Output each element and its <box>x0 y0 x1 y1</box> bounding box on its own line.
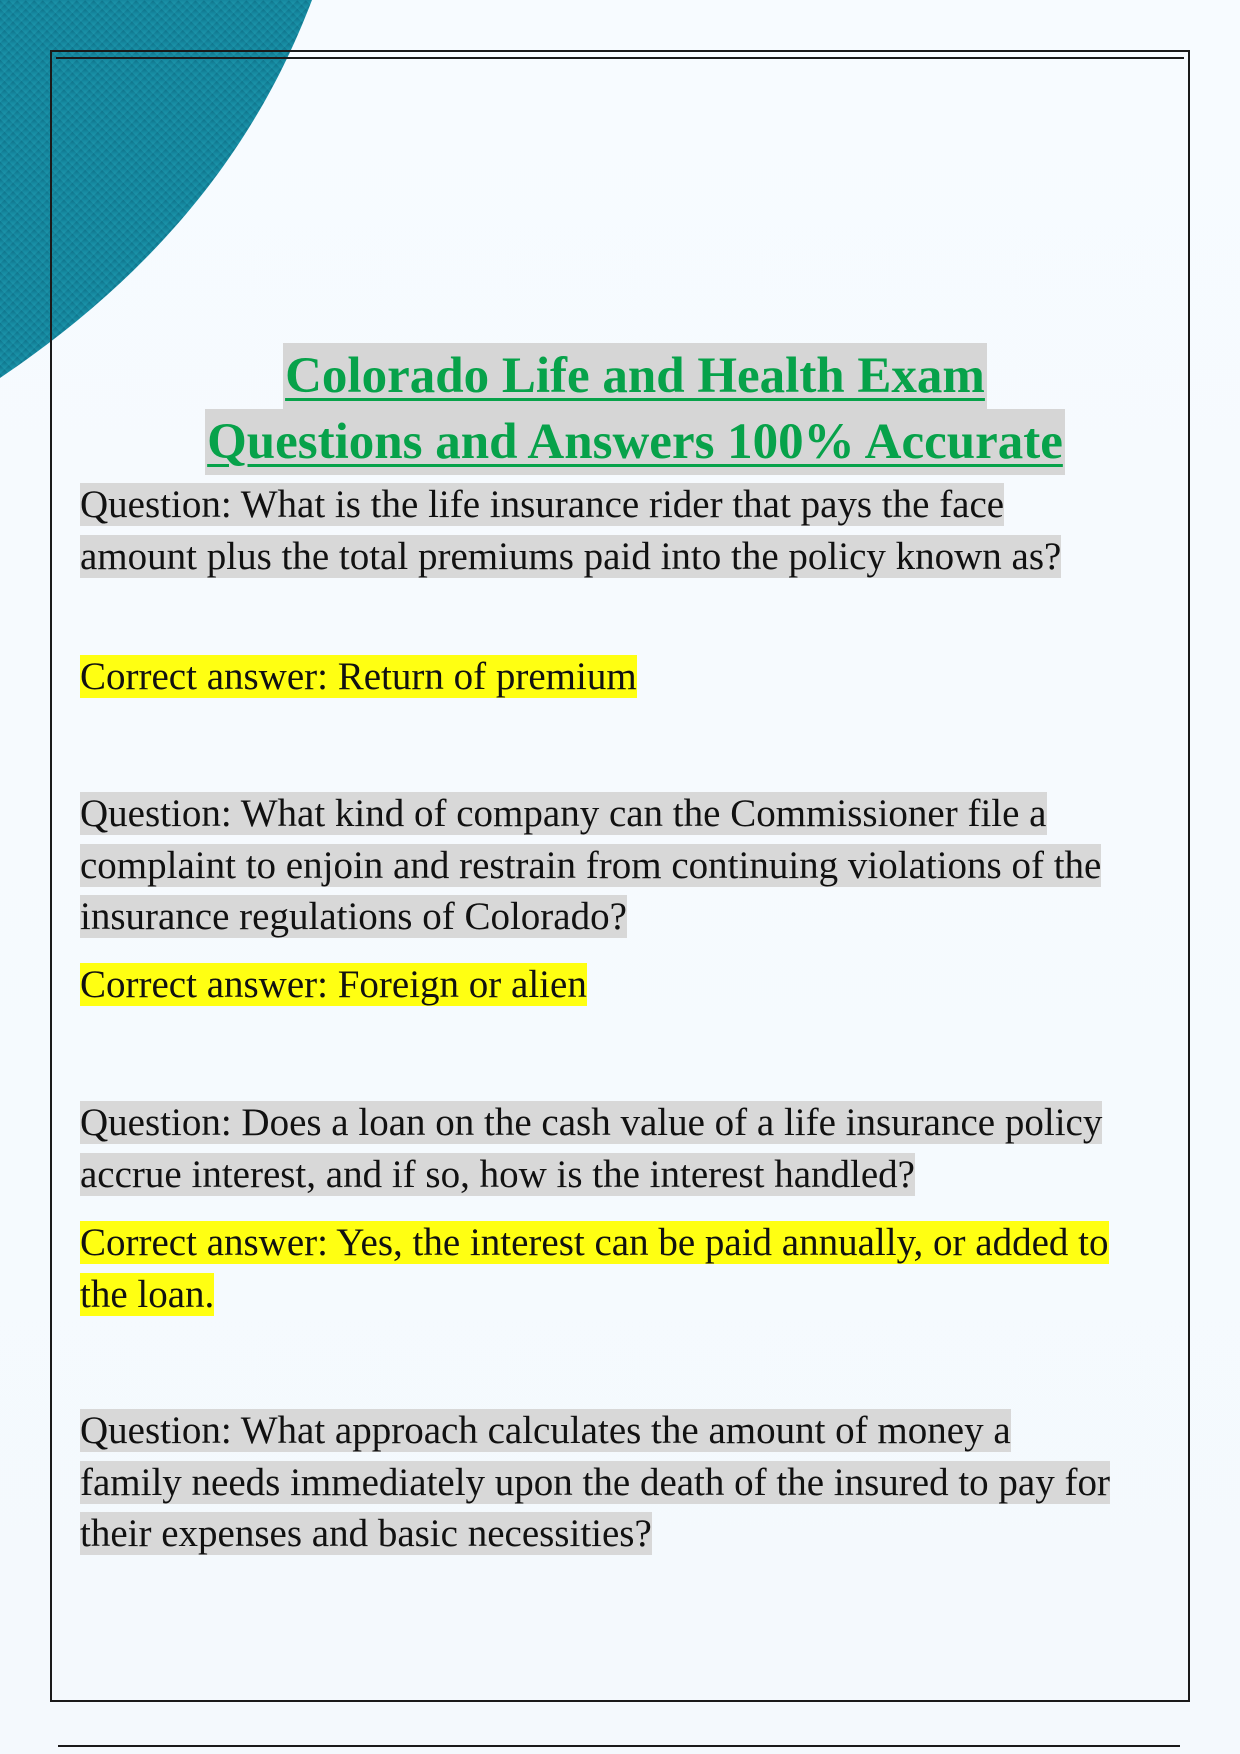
answer-text: Correct answer: Return of premium <box>80 655 637 698</box>
question-text: Question: What approach calculates the amount of money a family needs immediately upon the death of the insured to pay for their expenses and basic necessities? <box>80 1409 1110 1555</box>
answer-text: Correct answer: Yes, the interest can be paid annually, or added to the loan. <box>80 1221 1109 1316</box>
qa-item-1 <box>80 479 1120 582</box>
document-title <box>80 343 1190 475</box>
qa-item-4 <box>80 1405 1120 1560</box>
answer-text: Correct answer: Foreign or alien <box>80 963 587 1006</box>
question-text: Question: Does a loan on the cash value of a life insurance policy accrue interest, and if so, how is the interest handled? <box>80 1101 1103 1196</box>
qa-item-2 <box>80 788 1120 943</box>
title-line-2: Questions and Answers 100% Accurate <box>205 409 1065 475</box>
question-text: Question: What is the life insurance rider that pays the face amount plus the total premiums paid into the policy known as? <box>80 483 1062 578</box>
qa-answer-3 <box>80 1217 1120 1320</box>
bottom-rule <box>58 1745 1180 1747</box>
qa-answer-2 <box>80 959 1120 1011</box>
qa-item-3 <box>80 1097 1120 1200</box>
top-rule <box>56 57 1184 59</box>
title-line-1: Colorado Life and Health Exam <box>283 343 987 409</box>
question-text: Question: What kind of company can the Commissioner file a complaint to enjoin and restrain from continuing violations of the insurance regulations of Colorado? <box>80 792 1102 938</box>
qa-answer-1 <box>80 651 1120 703</box>
